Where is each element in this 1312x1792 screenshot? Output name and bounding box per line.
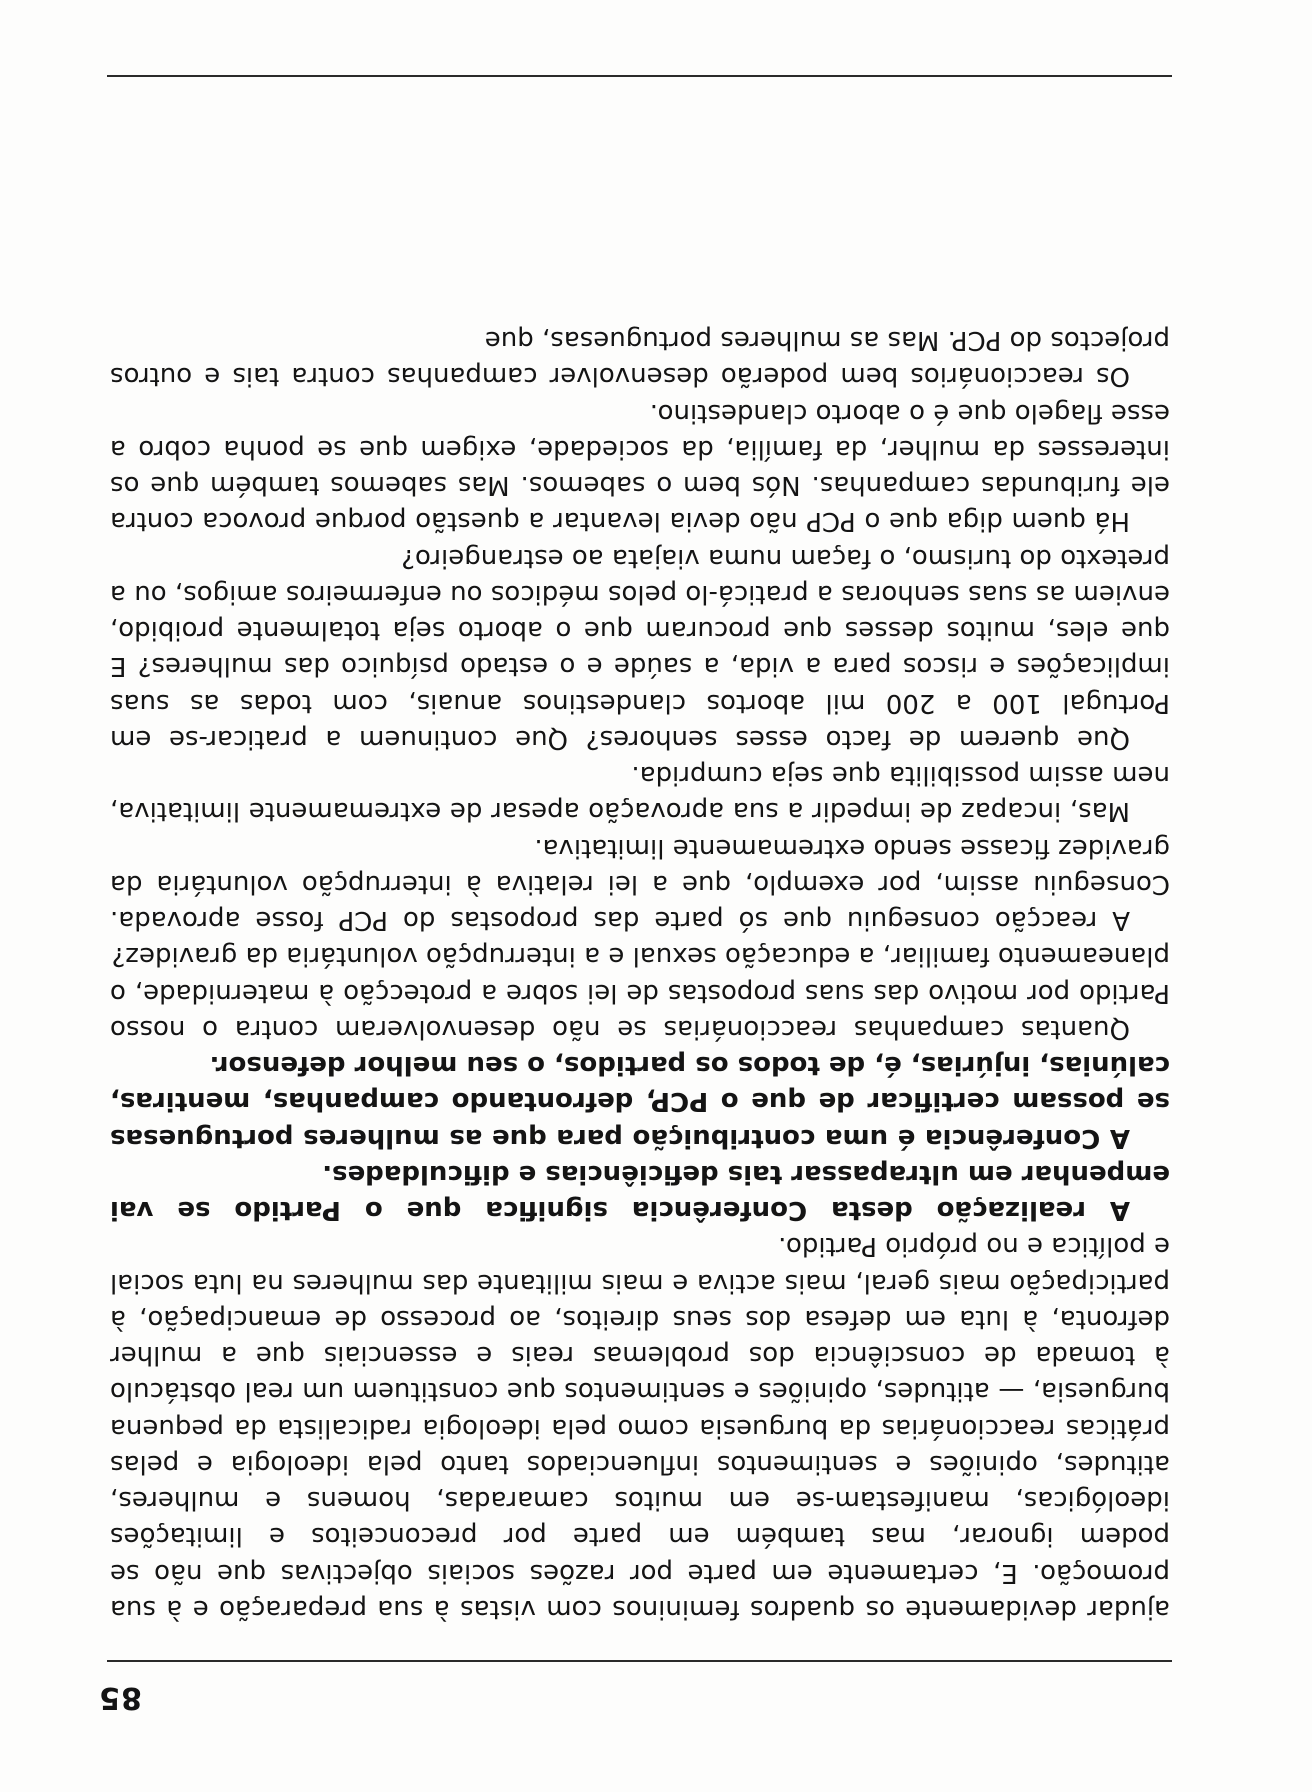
- paragraph: Os reaccionários bem poderão desenvolver campanhas contra tais e outros projectos do PCP. Mas as mulheres portuguesas, que: [110, 325, 1170, 392]
- paragraph: Mas, incapaz de impedir a sua aprovação apesar de extremamente limitativa, nem assim possibilita que seja cumprida.: [110, 760, 1170, 827]
- paragraph: A reacção conseguiu que só parte das propostas do PCP fosse aprovada. Conseguiu assim, por exemplo, que a lei relativa à interrupção voluntária da gravidez ficasse sendo extremamente limitativa.: [110, 832, 1170, 936]
- page-number: 85: [98, 1680, 142, 1715]
- top-rule: [107, 1660, 1172, 1662]
- paragraph: Há quem diga que o PCP não devia levantar a questão porque provoca contra ele furibundas campanhas. Nós bem o sabemos. Mas sabemos também que os interesses da mulher, da família, da sociedade, exigem que se ponha cobro a esse flagelo que é o aborto clandestino.: [110, 397, 1170, 537]
- paragraph: ajudar devidamente os quadros femininos com vistas à sua preparação e à sua promoção. E, certamente em parte por razões sociais objectivas que não se podem ignorar, mas também em parte por preconceitos e limitações ideológicas, manifestam-se em muitos camaradas, homens e mulheres, atitudes, opiniões e sentimentos influenciados tanto pela ideologia e pelas práticas reaccionárias da burguesia como pela ideologia radicalista da pequena burguesia, — atitudes, opiniões e sentimentos que constituem um real obstáculo à tomada de consciência dos problemas reais e essenciais que a mulher defronta, à luta em defesa dos seus direitos, ao processo de emancipação, à participação mais geral, mais activa e mais militante das mulheres na luta social e política e no próprio Partido.: [110, 1231, 1170, 1624]
- bottom-rule: [107, 75, 1172, 77]
- body-text: [110, 322, 1170, 1627]
- paragraph: Quantas campanhas reaccionárias se não desenvolveram contra o nosso Partido por motivo das suas propostas de lei sobre a protecção à maternidade, o planeamento familiar, a educação sexual e a interrupção voluntária da gravidez?: [110, 941, 1170, 1044]
- paragraph: Que querem de facto esses senhores? Que continuem a praticar-se em Portugal 100 a 200 mil abortos clandestinos anuais, com todas as suas implicações e riscos para a vida, a saúde e o estado psíquico das mulheres? E que eles, muitos desses que procuram que o aborto seja totalmente proibido, enviem as suas senhoras a praticá-lo pelos médicos ou enfermeiros amigos, ou a pretexto do turismo, o façam numa viajata ao estrangeiro?: [110, 542, 1170, 754]
- paragraph-bold: A Conferência é uma contribuição para que as mulheres portuguesas se possam certificar de que o PCP, defrontando campanhas, mentiras, calúnias, injúrias, é, de todos os partidos, o seu melhor defensor.: [110, 1050, 1170, 1153]
- paragraph-bold: A realização desta Conferência significa que o Partido se vai empenhar em ultrapassar tais deficiências e dificuldades.: [110, 1159, 1170, 1226]
